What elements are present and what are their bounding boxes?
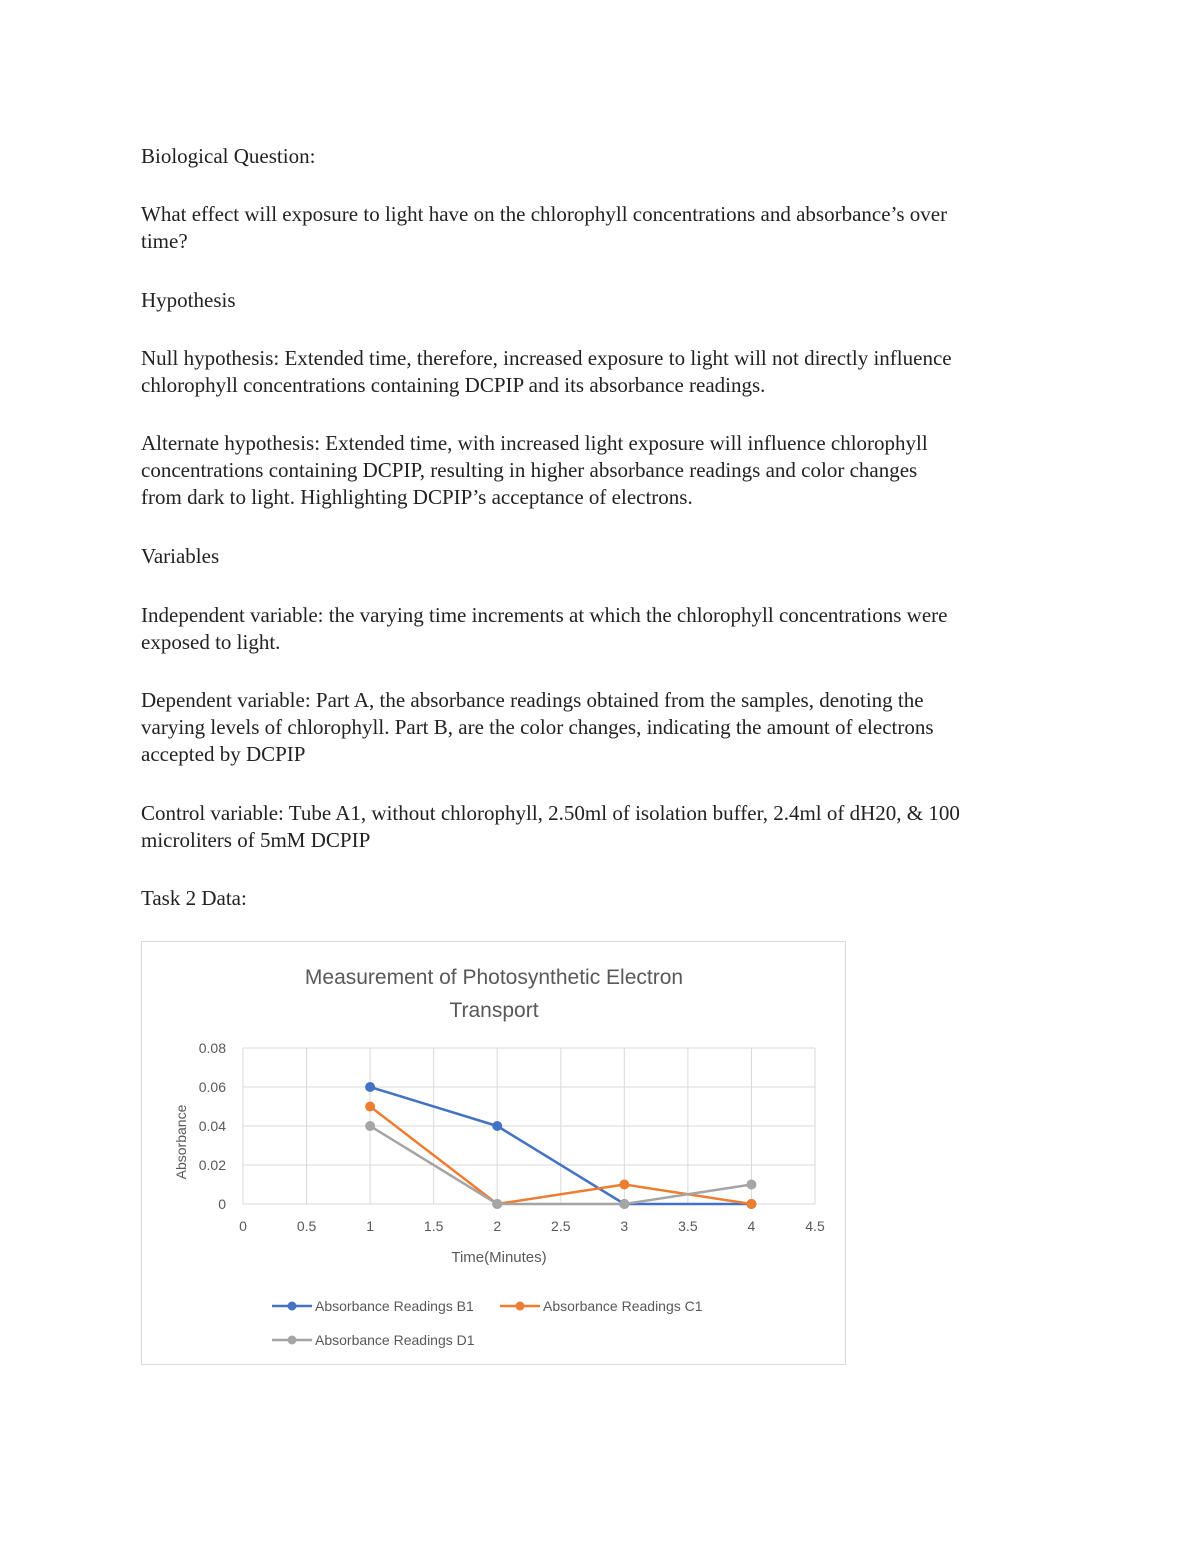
line-chart	[142, 942, 847, 1366]
control-variable	[141, 800, 1071, 854]
data-point	[619, 1180, 629, 1190]
y-tick-label: 0.04	[198, 1118, 226, 1134]
biological-question-line: time?	[141, 229, 188, 253]
data-point	[365, 1121, 375, 1131]
y-tick-label: 0	[218, 1196, 226, 1212]
x-tick-label: 0.5	[296, 1218, 317, 1234]
legend-swatch-marker	[288, 1336, 297, 1345]
null-hypothesis	[141, 345, 1071, 399]
variables-heading: Variables	[141, 544, 220, 568]
x-tick-label: 4.5	[805, 1218, 825, 1234]
independent-variable-line: exposed to light.	[141, 630, 281, 654]
legend-swatch-marker	[288, 1302, 297, 1311]
control-variable-line: microliters of 5mM DCPIP	[141, 828, 371, 852]
chart-title-line: Transport	[449, 999, 539, 1022]
alternate-hypothesis-line: from dark to light. Highlighting DCPIP’s acceptance of electrons.	[141, 485, 693, 509]
x-tick-label: 4	[747, 1218, 756, 1234]
chart-legend	[272, 1298, 703, 1348]
x-tick-label: 1.5	[423, 1218, 444, 1234]
control-variable-line: Control variable: Tube A1, without chlorophyll, 2.50ml of isolation buffer, 2.4ml of dH20, & 100	[141, 801, 960, 825]
data-point	[365, 1082, 375, 1092]
data-point	[619, 1199, 629, 1209]
hypothesis-heading: Hypothesis	[141, 288, 236, 312]
legend-swatch-marker	[516, 1302, 525, 1311]
x-tick-label: 1	[366, 1218, 375, 1234]
x-tick-label: 2.5	[551, 1218, 571, 1234]
task2-heading: Task 2 Data:	[141, 886, 247, 910]
legend-label: Absorbance Readings B1	[315, 1298, 474, 1314]
data-point	[746, 1180, 756, 1190]
biological-question-line: What effect will exposure to light have on the chlorophyll concentrations and absorbance’s over	[141, 202, 948, 226]
biological-question-heading: Biological Question:	[141, 144, 316, 168]
x-tick-label: 0	[239, 1218, 247, 1234]
data-point	[746, 1199, 756, 1209]
x-tick-label: 2	[493, 1218, 502, 1234]
data-point	[365, 1102, 375, 1112]
x-axis-label: Time(Minutes)	[451, 1249, 547, 1266]
data-point	[492, 1121, 502, 1131]
dependent-variable-line: accepted by DCPIP	[141, 742, 306, 766]
null-hypothesis-line: chlorophyll concentrations containing DCPIP and its absorbance readings.	[141, 373, 766, 397]
independent-variable	[141, 602, 1071, 656]
data-point	[492, 1199, 502, 1209]
chart-title-line: Measurement of Photosynthetic Electron	[304, 966, 684, 989]
legend-item	[500, 1298, 703, 1314]
legend-label: Absorbance Readings D1	[315, 1332, 475, 1348]
independent-variable-line: Independent variable: the varying time increments at which the chlorophyll concentrations were	[141, 603, 948, 627]
x-tick-label: 3	[620, 1218, 629, 1234]
y-axis-label: Absorbance	[173, 1104, 189, 1180]
dependent-variable-line: Dependent variable: Part A, the absorbance readings obtained from the samples, denoting the	[141, 688, 924, 712]
dependent-variable-line: varying levels of chlorophyll. Part B, are the color changes, indicating the amount of electrons	[141, 715, 934, 739]
legend-label: Absorbance Readings C1	[543, 1298, 703, 1314]
biological-question-text	[141, 201, 1071, 255]
x-tick-label: 3.5	[678, 1218, 698, 1234]
chart-container	[141, 941, 846, 1365]
chart-gridlines	[243, 1048, 815, 1204]
alternate-hypothesis	[141, 430, 1071, 511]
y-tick-label: 0.02	[198, 1157, 226, 1173]
alternate-hypothesis-line: concentrations containing DCPIP, resulting in higher absorbance readings and color changes	[141, 458, 918, 482]
alternate-hypothesis-line: Alternate hypothesis: Extended time, with increased light exposure will influence chlorophyll	[141, 431, 928, 455]
legend-item	[272, 1332, 475, 1348]
dependent-variable	[141, 687, 1071, 768]
null-hypothesis-line: Null hypothesis: Extended time, therefore, increased exposure to light will not directly influence	[141, 346, 952, 370]
legend-item	[272, 1298, 474, 1314]
y-tick-label: 0.08	[198, 1040, 226, 1056]
y-tick-label: 0.06	[198, 1079, 226, 1095]
